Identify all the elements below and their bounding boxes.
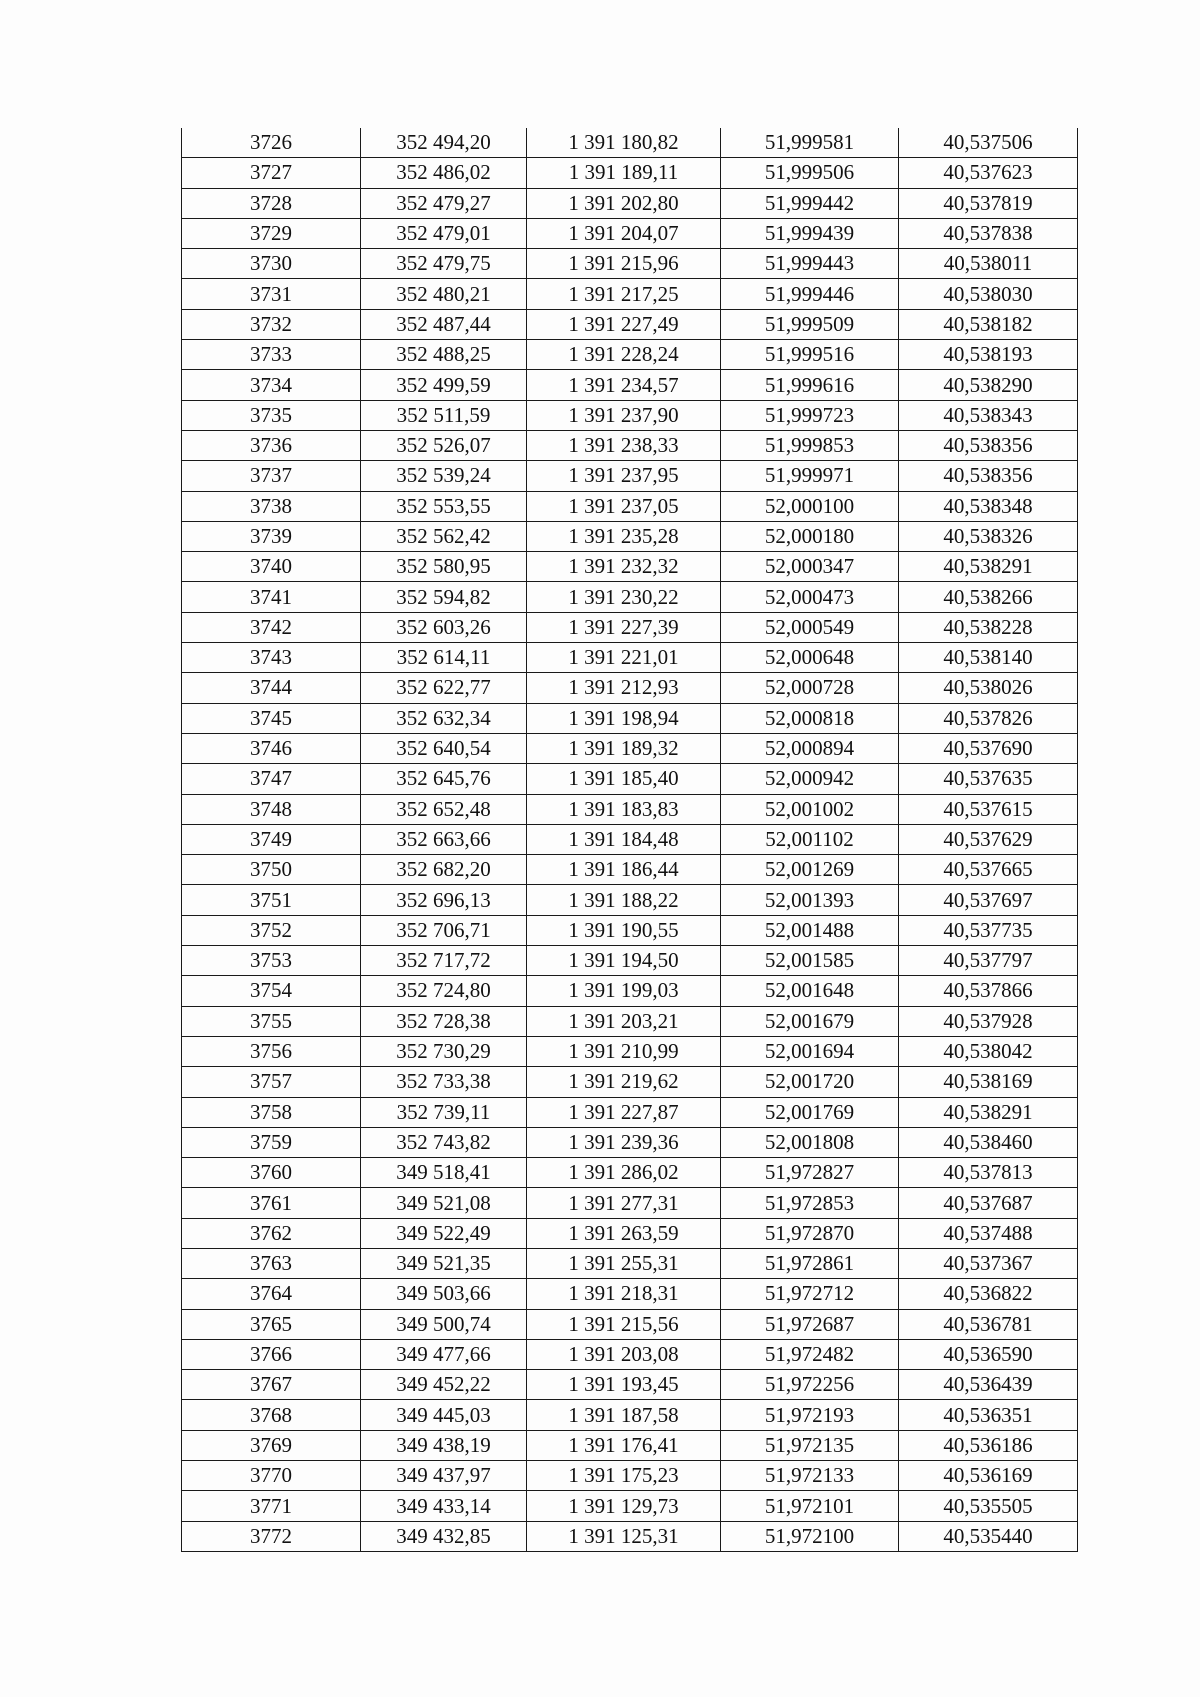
x-coordinate-cell: 349 437,97 <box>361 1461 527 1491</box>
table-row <box>182 218 1078 248</box>
x-coordinate-cell: 349 522,49 <box>361 1218 527 1248</box>
longitude-cell: 40,537928 <box>899 1006 1078 1036</box>
longitude-cell: 40,536186 <box>899 1430 1078 1460</box>
longitude-cell: 40,538266 <box>899 582 1078 612</box>
x-coordinate-cell: 349 521,08 <box>361 1188 527 1218</box>
x-coordinate-cell: 349 452,22 <box>361 1370 527 1400</box>
x-coordinate-cell: 352 730,29 <box>361 1036 527 1066</box>
latitude-cell: 51,972687 <box>721 1309 899 1339</box>
point-number-cell: 3757 <box>182 1067 361 1097</box>
y-coordinate-cell: 1 391 186,44 <box>527 855 721 885</box>
y-coordinate-cell: 1 391 188,22 <box>527 885 721 915</box>
y-coordinate-cell: 1 391 221,01 <box>527 643 721 673</box>
point-number-cell: 3755 <box>182 1006 361 1036</box>
latitude-cell: 52,000942 <box>721 764 899 794</box>
point-number-cell: 3765 <box>182 1309 361 1339</box>
y-coordinate-cell: 1 391 232,32 <box>527 552 721 582</box>
point-number-cell: 3736 <box>182 430 361 460</box>
point-number-cell: 3728 <box>182 188 361 218</box>
y-coordinate-cell: 1 391 180,82 <box>527 128 721 158</box>
y-coordinate-cell: 1 391 189,11 <box>527 158 721 188</box>
latitude-cell: 51,972712 <box>721 1279 899 1309</box>
latitude-cell: 52,000100 <box>721 491 899 521</box>
point-number-cell: 3764 <box>182 1279 361 1309</box>
latitude-cell: 52,000549 <box>721 612 899 642</box>
table-row <box>182 1218 1078 1248</box>
latitude-cell: 51,972193 <box>721 1400 899 1430</box>
x-coordinate-cell: 352 479,27 <box>361 188 527 218</box>
table-row <box>182 1370 1078 1400</box>
x-coordinate-cell: 352 682,20 <box>361 855 527 885</box>
y-coordinate-cell: 1 391 235,28 <box>527 521 721 551</box>
point-number-cell: 3732 <box>182 309 361 339</box>
x-coordinate-cell: 352 733,38 <box>361 1067 527 1097</box>
latitude-cell: 51,972827 <box>721 1158 899 1188</box>
longitude-cell: 40,538011 <box>899 249 1078 279</box>
x-coordinate-cell: 349 503,66 <box>361 1279 527 1309</box>
table-row <box>182 1521 1078 1551</box>
y-coordinate-cell: 1 391 212,93 <box>527 673 721 703</box>
latitude-cell: 52,001002 <box>721 794 899 824</box>
latitude-cell: 52,001488 <box>721 915 899 945</box>
y-coordinate-cell: 1 391 215,56 <box>527 1309 721 1339</box>
longitude-cell: 40,536351 <box>899 1400 1078 1430</box>
x-coordinate-cell: 352 562,42 <box>361 521 527 551</box>
table-row <box>182 1248 1078 1278</box>
latitude-cell: 51,972861 <box>721 1248 899 1278</box>
point-number-cell: 3749 <box>182 824 361 854</box>
y-coordinate-cell: 1 391 129,73 <box>527 1491 721 1521</box>
x-coordinate-cell: 349 500,74 <box>361 1309 527 1339</box>
y-coordinate-cell: 1 391 193,45 <box>527 1370 721 1400</box>
x-coordinate-cell: 349 521,35 <box>361 1248 527 1278</box>
longitude-cell: 40,535440 <box>899 1521 1078 1551</box>
x-coordinate-cell: 352 553,55 <box>361 491 527 521</box>
x-coordinate-cell: 352 511,59 <box>361 400 527 430</box>
longitude-cell: 40,538291 <box>899 552 1078 582</box>
x-coordinate-cell: 352 645,76 <box>361 764 527 794</box>
longitude-cell: 40,535505 <box>899 1491 1078 1521</box>
table-row <box>182 673 1078 703</box>
y-coordinate-cell: 1 391 239,36 <box>527 1127 721 1157</box>
y-coordinate-cell: 1 391 219,62 <box>527 1067 721 1097</box>
longitude-cell: 40,537735 <box>899 915 1078 945</box>
longitude-cell: 40,536169 <box>899 1461 1078 1491</box>
x-coordinate-cell: 352 614,11 <box>361 643 527 673</box>
x-coordinate-cell: 349 432,85 <box>361 1521 527 1551</box>
longitude-cell: 40,536781 <box>899 1309 1078 1339</box>
table-row <box>182 703 1078 733</box>
longitude-cell: 40,537615 <box>899 794 1078 824</box>
latitude-cell: 52,001808 <box>721 1127 899 1157</box>
point-number-cell: 3746 <box>182 733 361 763</box>
y-coordinate-cell: 1 391 255,31 <box>527 1248 721 1278</box>
x-coordinate-cell: 349 445,03 <box>361 1400 527 1430</box>
y-coordinate-cell: 1 391 277,31 <box>527 1188 721 1218</box>
table-row <box>182 1279 1078 1309</box>
latitude-cell: 51,999971 <box>721 461 899 491</box>
longitude-cell: 40,537506 <box>899 128 1078 158</box>
latitude-cell: 51,972853 <box>721 1188 899 1218</box>
longitude-cell: 40,537488 <box>899 1218 1078 1248</box>
longitude-cell: 40,538228 <box>899 612 1078 642</box>
y-coordinate-cell: 1 391 176,41 <box>527 1430 721 1460</box>
longitude-cell: 40,537813 <box>899 1158 1078 1188</box>
table-row <box>182 946 1078 976</box>
x-coordinate-cell: 352 539,24 <box>361 461 527 491</box>
point-number-cell: 3760 <box>182 1158 361 1188</box>
longitude-cell: 40,538193 <box>899 340 1078 370</box>
x-coordinate-cell: 352 526,07 <box>361 430 527 460</box>
latitude-cell: 52,001694 <box>721 1036 899 1066</box>
table-row <box>182 1400 1078 1430</box>
x-coordinate-cell: 352 480,21 <box>361 279 527 309</box>
point-number-cell: 3741 <box>182 582 361 612</box>
y-coordinate-cell: 1 391 194,50 <box>527 946 721 976</box>
point-number-cell: 3750 <box>182 855 361 885</box>
point-number-cell: 3743 <box>182 643 361 673</box>
x-coordinate-cell: 352 632,34 <box>361 703 527 733</box>
point-number-cell: 3733 <box>182 340 361 370</box>
table-row <box>182 309 1078 339</box>
y-coordinate-cell: 1 391 237,05 <box>527 491 721 521</box>
x-coordinate-cell: 352 494,20 <box>361 128 527 158</box>
point-number-cell: 3727 <box>182 158 361 188</box>
x-coordinate-cell: 349 433,14 <box>361 1491 527 1521</box>
table-row <box>182 1097 1078 1127</box>
table-row <box>182 188 1078 218</box>
point-number-cell: 3769 <box>182 1430 361 1460</box>
y-coordinate-cell: 1 391 190,55 <box>527 915 721 945</box>
latitude-cell: 52,001720 <box>721 1067 899 1097</box>
longitude-cell: 40,537697 <box>899 885 1078 915</box>
y-coordinate-cell: 1 391 218,31 <box>527 1279 721 1309</box>
table-row <box>182 824 1078 854</box>
point-number-cell: 3737 <box>182 461 361 491</box>
y-coordinate-cell: 1 391 125,31 <box>527 1521 721 1551</box>
point-number-cell: 3745 <box>182 703 361 733</box>
x-coordinate-cell: 352 580,95 <box>361 552 527 582</box>
table-row <box>182 1036 1078 1066</box>
latitude-cell: 51,999509 <box>721 309 899 339</box>
x-coordinate-cell: 352 486,02 <box>361 158 527 188</box>
x-coordinate-cell: 352 717,72 <box>361 946 527 976</box>
y-coordinate-cell: 1 391 203,21 <box>527 1006 721 1036</box>
latitude-cell: 51,999723 <box>721 400 899 430</box>
x-coordinate-cell: 352 603,26 <box>361 612 527 642</box>
table-row <box>182 733 1078 763</box>
point-number-cell: 3767 <box>182 1370 361 1400</box>
x-coordinate-cell: 352 696,13 <box>361 885 527 915</box>
point-number-cell: 3758 <box>182 1097 361 1127</box>
table-row <box>182 279 1078 309</box>
latitude-cell: 52,001102 <box>721 824 899 854</box>
table-row <box>182 1491 1078 1521</box>
longitude-cell: 40,538356 <box>899 461 1078 491</box>
longitude-cell: 40,537665 <box>899 855 1078 885</box>
latitude-cell: 52,001585 <box>721 946 899 976</box>
point-number-cell: 3754 <box>182 976 361 1006</box>
y-coordinate-cell: 1 391 202,80 <box>527 188 721 218</box>
coordinates-table-body <box>182 128 1078 1551</box>
point-number-cell: 3748 <box>182 794 361 824</box>
table-row <box>182 1067 1078 1097</box>
y-coordinate-cell: 1 391 234,57 <box>527 370 721 400</box>
latitude-cell: 52,000728 <box>721 673 899 703</box>
table-row <box>182 915 1078 945</box>
table-row <box>182 128 1078 158</box>
point-number-cell: 3726 <box>182 128 361 158</box>
point-number-cell: 3738 <box>182 491 361 521</box>
y-coordinate-cell: 1 391 175,23 <box>527 1461 721 1491</box>
table-row <box>182 794 1078 824</box>
table-row <box>182 461 1078 491</box>
table-row <box>182 1339 1078 1369</box>
latitude-cell: 51,999581 <box>721 128 899 158</box>
x-coordinate-cell: 352 652,48 <box>361 794 527 824</box>
x-coordinate-cell: 352 594,82 <box>361 582 527 612</box>
point-number-cell: 3756 <box>182 1036 361 1066</box>
point-number-cell: 3735 <box>182 400 361 430</box>
table-row <box>182 1430 1078 1460</box>
point-number-cell: 3759 <box>182 1127 361 1157</box>
point-number-cell: 3768 <box>182 1400 361 1430</box>
longitude-cell: 40,538182 <box>899 309 1078 339</box>
x-coordinate-cell: 352 743,82 <box>361 1127 527 1157</box>
latitude-cell: 51,972870 <box>721 1218 899 1248</box>
longitude-cell: 40,537623 <box>899 158 1078 188</box>
point-number-cell: 3730 <box>182 249 361 279</box>
latitude-cell: 51,972135 <box>721 1430 899 1460</box>
table-row <box>182 643 1078 673</box>
longitude-cell: 40,537826 <box>899 703 1078 733</box>
table-row <box>182 1188 1078 1218</box>
y-coordinate-cell: 1 391 204,07 <box>527 218 721 248</box>
longitude-cell: 40,537629 <box>899 824 1078 854</box>
latitude-cell: 52,000347 <box>721 552 899 582</box>
table-row <box>182 400 1078 430</box>
longitude-cell: 40,538290 <box>899 370 1078 400</box>
point-number-cell: 3753 <box>182 946 361 976</box>
point-number-cell: 3770 <box>182 1461 361 1491</box>
latitude-cell: 52,001679 <box>721 1006 899 1036</box>
table-row <box>182 764 1078 794</box>
y-coordinate-cell: 1 391 237,95 <box>527 461 721 491</box>
latitude-cell: 52,000894 <box>721 733 899 763</box>
table-row <box>182 582 1078 612</box>
point-number-cell: 3742 <box>182 612 361 642</box>
y-coordinate-cell: 1 391 198,94 <box>527 703 721 733</box>
table-row <box>182 370 1078 400</box>
longitude-cell: 40,538291 <box>899 1097 1078 1127</box>
x-coordinate-cell: 352 724,80 <box>361 976 527 1006</box>
table-row <box>182 491 1078 521</box>
x-coordinate-cell: 352 640,54 <box>361 733 527 763</box>
y-coordinate-cell: 1 391 203,08 <box>527 1339 721 1369</box>
longitude-cell: 40,538356 <box>899 430 1078 460</box>
table-row <box>182 552 1078 582</box>
y-coordinate-cell: 1 391 263,59 <box>527 1218 721 1248</box>
latitude-cell: 51,999442 <box>721 188 899 218</box>
latitude-cell: 51,999443 <box>721 249 899 279</box>
table-row <box>182 976 1078 1006</box>
longitude-cell: 40,538348 <box>899 491 1078 521</box>
latitude-cell: 52,001393 <box>721 885 899 915</box>
latitude-cell: 51,999446 <box>721 279 899 309</box>
x-coordinate-cell: 352 479,75 <box>361 249 527 279</box>
y-coordinate-cell: 1 391 215,96 <box>527 249 721 279</box>
x-coordinate-cell: 352 488,25 <box>361 340 527 370</box>
longitude-cell: 40,537367 <box>899 1248 1078 1278</box>
y-coordinate-cell: 1 391 210,99 <box>527 1036 721 1066</box>
y-coordinate-cell: 1 391 230,22 <box>527 582 721 612</box>
latitude-cell: 51,999853 <box>721 430 899 460</box>
latitude-cell: 51,999439 <box>721 218 899 248</box>
longitude-cell: 40,536822 <box>899 1279 1078 1309</box>
longitude-cell: 40,537819 <box>899 188 1078 218</box>
longitude-cell: 40,537635 <box>899 764 1078 794</box>
latitude-cell: 52,001269 <box>721 855 899 885</box>
x-coordinate-cell: 349 518,41 <box>361 1158 527 1188</box>
point-number-cell: 3731 <box>182 279 361 309</box>
y-coordinate-cell: 1 391 183,83 <box>527 794 721 824</box>
point-number-cell: 3747 <box>182 764 361 794</box>
x-coordinate-cell: 352 706,71 <box>361 915 527 945</box>
point-number-cell: 3744 <box>182 673 361 703</box>
longitude-cell: 40,538140 <box>899 643 1078 673</box>
y-coordinate-cell: 1 391 286,02 <box>527 1158 721 1188</box>
table-row <box>182 612 1078 642</box>
y-coordinate-cell: 1 391 199,03 <box>527 976 721 1006</box>
latitude-cell: 51,972100 <box>721 1521 899 1551</box>
y-coordinate-cell: 1 391 187,58 <box>527 1400 721 1430</box>
table-row <box>182 1006 1078 1036</box>
point-number-cell: 3762 <box>182 1218 361 1248</box>
table-row <box>182 1158 1078 1188</box>
table-row <box>182 1461 1078 1491</box>
latitude-cell: 52,000648 <box>721 643 899 673</box>
latitude-cell: 52,000473 <box>721 582 899 612</box>
point-number-cell: 3751 <box>182 885 361 915</box>
table-row <box>182 340 1078 370</box>
y-coordinate-cell: 1 391 227,87 <box>527 1097 721 1127</box>
y-coordinate-cell: 1 391 217,25 <box>527 279 721 309</box>
y-coordinate-cell: 1 391 228,24 <box>527 340 721 370</box>
latitude-cell: 52,001648 <box>721 976 899 1006</box>
point-number-cell: 3752 <box>182 915 361 945</box>
x-coordinate-cell: 349 477,66 <box>361 1339 527 1369</box>
y-coordinate-cell: 1 391 238,33 <box>527 430 721 460</box>
longitude-cell: 40,538042 <box>899 1036 1078 1066</box>
latitude-cell: 51,999506 <box>721 158 899 188</box>
point-number-cell: 3771 <box>182 1491 361 1521</box>
latitude-cell: 51,999616 <box>721 370 899 400</box>
x-coordinate-cell: 352 663,66 <box>361 824 527 854</box>
longitude-cell: 40,538169 <box>899 1067 1078 1097</box>
x-coordinate-cell: 352 739,11 <box>361 1097 527 1127</box>
y-coordinate-cell: 1 391 185,40 <box>527 764 721 794</box>
y-coordinate-cell: 1 391 184,48 <box>527 824 721 854</box>
longitude-cell: 40,538030 <box>899 279 1078 309</box>
x-coordinate-cell: 352 479,01 <box>361 218 527 248</box>
point-number-cell: 3763 <box>182 1248 361 1278</box>
longitude-cell: 40,538026 <box>899 673 1078 703</box>
table-row <box>182 855 1078 885</box>
point-number-cell: 3740 <box>182 552 361 582</box>
y-coordinate-cell: 1 391 237,90 <box>527 400 721 430</box>
table-row <box>182 249 1078 279</box>
table-row <box>182 158 1078 188</box>
table-row <box>182 1309 1078 1339</box>
x-coordinate-cell: 352 728,38 <box>361 1006 527 1036</box>
point-number-cell: 3729 <box>182 218 361 248</box>
point-number-cell: 3739 <box>182 521 361 551</box>
longitude-cell: 40,536590 <box>899 1339 1078 1369</box>
coordinates-table <box>181 128 1078 1552</box>
x-coordinate-cell: 352 487,44 <box>361 309 527 339</box>
latitude-cell: 51,972101 <box>721 1491 899 1521</box>
point-number-cell: 3772 <box>182 1521 361 1551</box>
longitude-cell: 40,536439 <box>899 1370 1078 1400</box>
table-row <box>182 885 1078 915</box>
x-coordinate-cell: 352 622,77 <box>361 673 527 703</box>
longitude-cell: 40,537866 <box>899 976 1078 1006</box>
y-coordinate-cell: 1 391 189,32 <box>527 733 721 763</box>
latitude-cell: 51,999516 <box>721 340 899 370</box>
latitude-cell: 52,000180 <box>721 521 899 551</box>
point-number-cell: 3766 <box>182 1339 361 1369</box>
x-coordinate-cell: 352 499,59 <box>361 370 527 400</box>
longitude-cell: 40,538326 <box>899 521 1078 551</box>
longitude-cell: 40,538460 <box>899 1127 1078 1157</box>
latitude-cell: 51,972133 <box>721 1461 899 1491</box>
point-number-cell: 3761 <box>182 1188 361 1218</box>
latitude-cell: 52,001769 <box>721 1097 899 1127</box>
y-coordinate-cell: 1 391 227,49 <box>527 309 721 339</box>
latitude-cell: 51,972256 <box>721 1370 899 1400</box>
table-row <box>182 430 1078 460</box>
longitude-cell: 40,538343 <box>899 400 1078 430</box>
longitude-cell: 40,537687 <box>899 1188 1078 1218</box>
table-row <box>182 521 1078 551</box>
longitude-cell: 40,537838 <box>899 218 1078 248</box>
latitude-cell: 52,000818 <box>721 703 899 733</box>
table-row <box>182 1127 1078 1157</box>
latitude-cell: 51,972482 <box>721 1339 899 1369</box>
x-coordinate-cell: 349 438,19 <box>361 1430 527 1460</box>
point-number-cell: 3734 <box>182 370 361 400</box>
longitude-cell: 40,537690 <box>899 733 1078 763</box>
longitude-cell: 40,537797 <box>899 946 1078 976</box>
y-coordinate-cell: 1 391 227,39 <box>527 612 721 642</box>
